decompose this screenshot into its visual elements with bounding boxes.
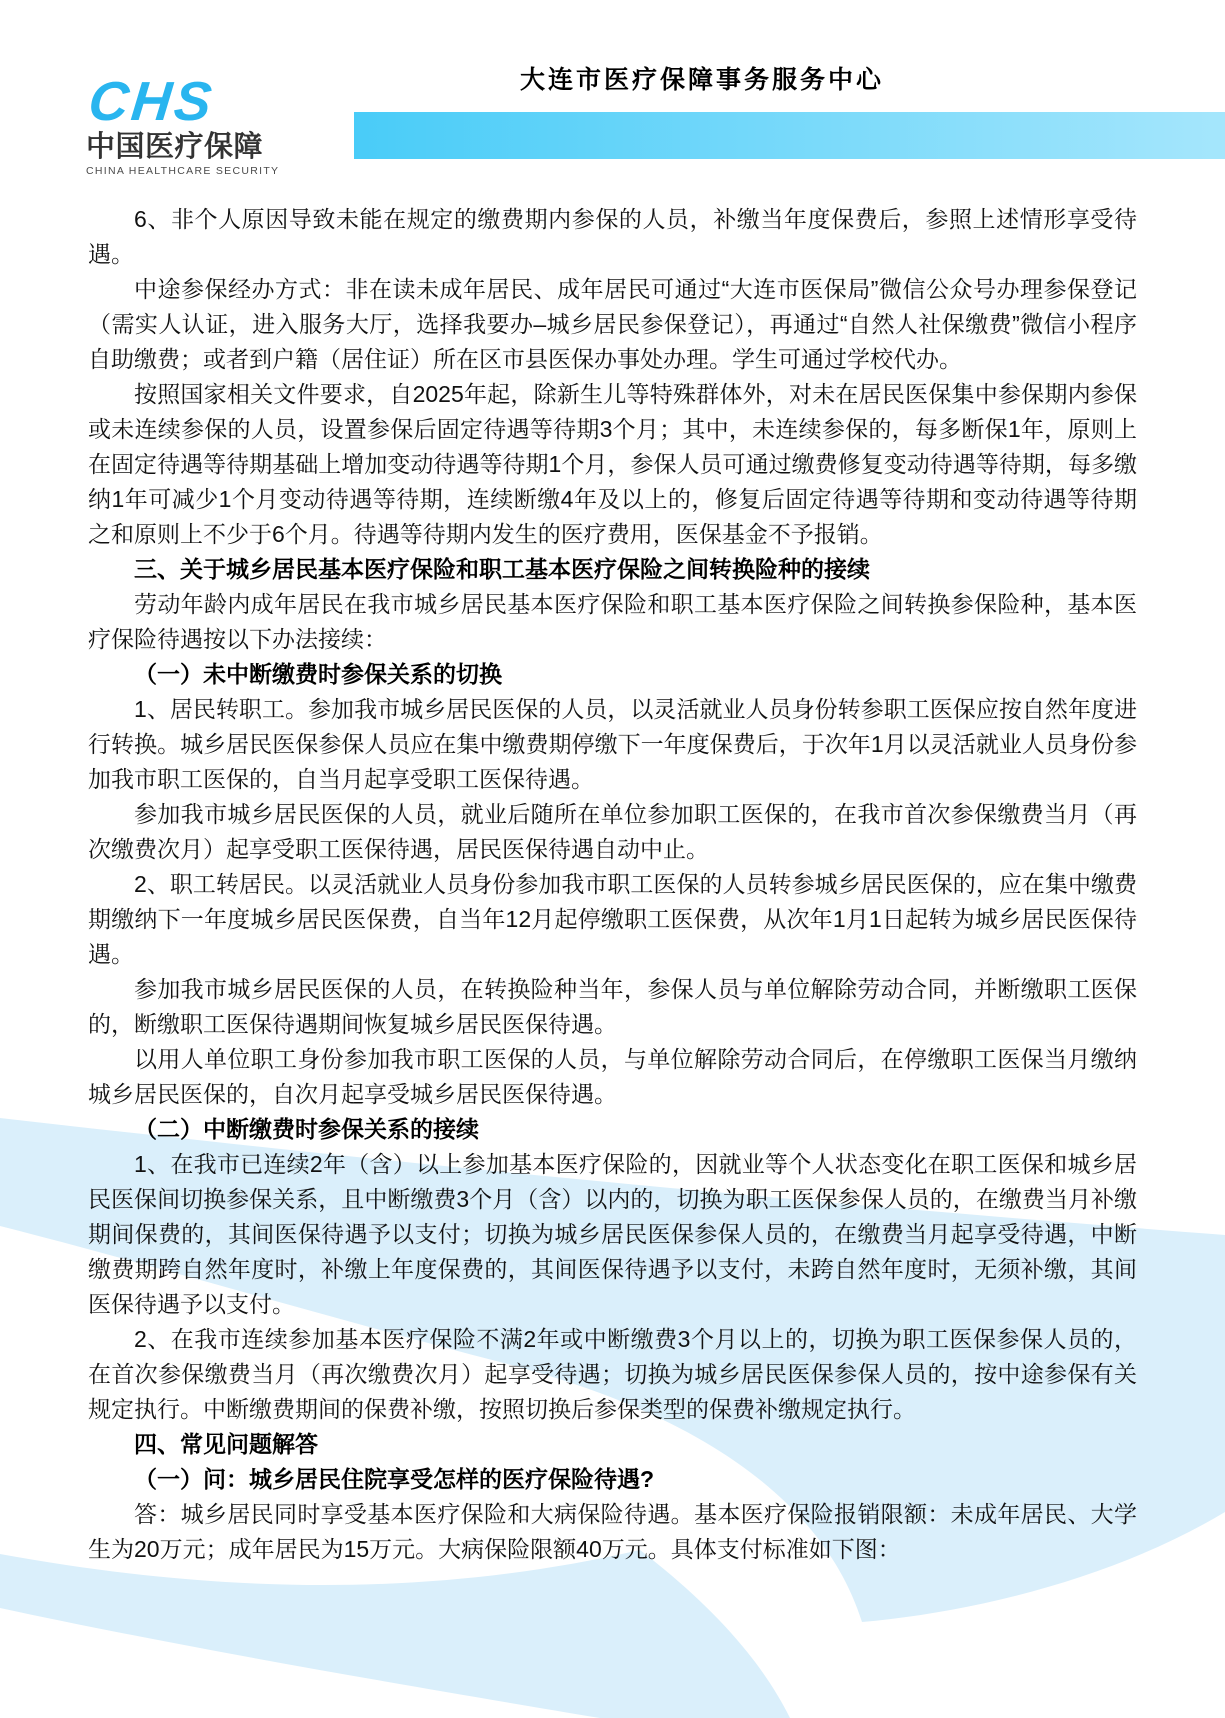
body-paragraph: 2、职工转居民。以灵活就业人员身份参加我市职工医保的人员转参城乡居民医保的，应在集中缴费期缴纳下一年度城乡居民医保费，自当年12月起停缴职工医保费，从次年1月1日起转为城乡居民医保待遇。 <box>88 871 1137 967</box>
section-heading: （一）未中断缴费时参保关系的切换 <box>134 661 502 687</box>
body-paragraph: 以用人单位职工身份参加我市职工医保的人员，与单位解除劳动合同后，在停缴职工医保当月缴纳城乡居民医保的，自次月起享受城乡居民医保待遇。 <box>88 1046 1137 1107</box>
section-heading: 四、常见问题解答 <box>134 1431 318 1457</box>
document-body <box>88 202 1137 1567</box>
section-heading: （二）中断缴费时参保关系的接续 <box>134 1116 479 1142</box>
body-paragraph: 6、非个人原因导致未能在规定的缴费期内参保的人员，补缴当年度保费后，参照上述情形享受待遇。 <box>88 206 1137 267</box>
body-paragraph: 中途参保经办方式：非在读未成年居民、成年居民可通过“大连市医保局”微信公众号办理参保登记（需实人认证，进入服务大厅，选择我要办–城乡居民参保登记），再通过“自然人社保缴费”微信小程序自助缴费；或者到户籍（居住证）所在区市县医保办事处办理。学生可通过学校代办。 <box>88 276 1137 372</box>
body-paragraph: 参加我市城乡居民医保的人员，在转换险种当年，参保人员与单位解除劳动合同，并断缴职工医保的，断缴职工医保待遇期间恢复城乡居民医保待遇。 <box>88 976 1137 1037</box>
chs-logo-mark: CHS <box>85 70 218 132</box>
body-paragraph: 1、在我市已连续2年（含）以上参加基本医疗保险的，因就业等个人状态变化在职工医保和城乡居民医保间切换参保关系，且中断缴费3个月（含）以内的，切换为职工医保参保人员的，在缴费当月补缴期间保费的，其间医保待遇予以支付；切换为城乡居民医保参保人员的，在缴费当月起享受待遇，中断缴费期跨自然年度时，补缴上年度保费的，其间医保待遇予以支付，未跨自然年度时，无须补缴，其间医保待遇予以支付。 <box>88 1151 1137 1317</box>
body-paragraph: 参加我市城乡居民医保的人员，就业后随所在单位参加职工医保的，在我市首次参保缴费当月（再次缴费次月）起享受职工医保待遇，居民医保待遇自动中止。 <box>88 801 1137 862</box>
header <box>0 0 1225 200</box>
page-title: 大连市医疗保障事务服务中心 <box>520 66 885 94</box>
logo-english-name: CHINA HEALTHCARE SECURITY <box>86 165 280 177</box>
body-paragraph: 答：城乡居民同时享受基本医疗保险和大病保险待遇。基本医疗保险报销限额：未成年居民、大学生为20万元；成年居民为15万元。大病保险限额40万元。具体支付标准如下图： <box>88 1501 1137 1562</box>
body-paragraph: 劳动年龄内成年居民在我市城乡居民基本医疗保险和职工基本医疗保险之间转换参保险种，基本医疗保险待遇按以下办法接续： <box>88 591 1137 652</box>
body-paragraph: 1、居民转职工。参加我市城乡居民医保的人员，以灵活就业人员身份转参职工医保应按自然年度进行转换。城乡居民医保参保人员应在集中缴费期停缴下一年度保费后，于次年1月以灵活就业人员身份参加我市职工医保的，自当月起享受职工医保待遇。 <box>88 696 1137 792</box>
chs-logo <box>86 72 296 177</box>
section-heading: （一）问：城乡居民住院享受怎样的医疗保险待遇? <box>134 1466 655 1492</box>
logo-chinese-name: 中国医疗保障 <box>86 131 264 163</box>
section-heading: 三、关于城乡居民基本医疗保险和职工基本医疗保险之间转换险种的接续 <box>134 556 870 582</box>
body-paragraph: 2、在我市连续参加基本医疗保险不满2年或中断缴费3个月以上的，切换为职工医保参保人员的，在首次参保缴费当月（再次缴费次月）起享受待遇；切换为城乡居民医保参保人员的，按中途参保有关规定执行。中断缴费期间的保费补缴，按照切换后参保类型的保费补缴规定执行。 <box>88 1326 1137 1422</box>
body-paragraph: 按照国家相关文件要求，自2025年起，除新生儿等特殊群体外，对未在居民医保集中参保期内参保或未连续参保的人员，设置参保后固定待遇等待期3个月；其中，未连续参保的，每多断保1年，原则上在固定待遇等待期基础上增加变动待遇等待期1个月，参保人员可通过缴费修复变动待遇等待期，每多缴纳1年可减少1个月变动待遇等待期，连续断缴4年及以上的，修复后固定待遇等待期和变动待遇等待期之和原则上不少于6个月。待遇等待期内发生的医疗费用，医保基金不予报销。 <box>88 381 1137 547</box>
swoosh-lower-arc <box>0 1550 790 1718</box>
header-gradient-bar <box>354 112 1225 159</box>
